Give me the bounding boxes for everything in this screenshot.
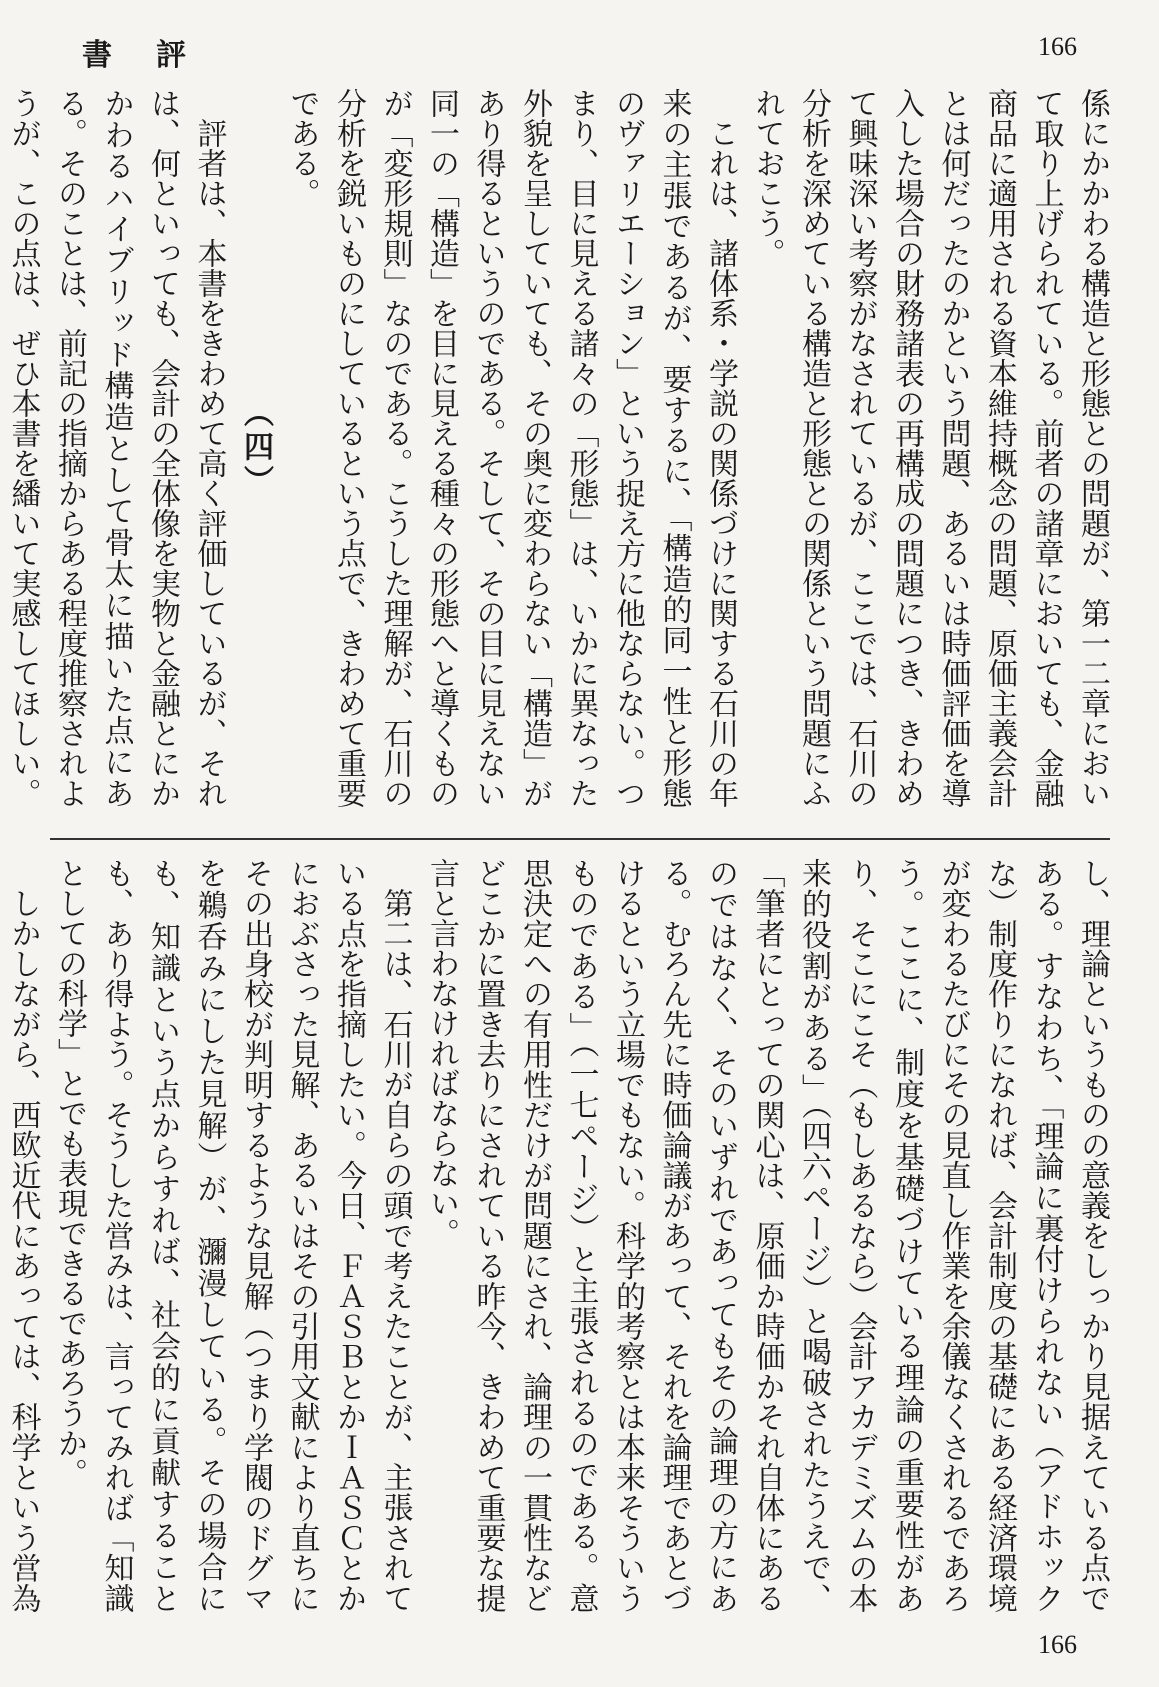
running-header-title: 書評 <box>82 38 230 73</box>
page-number-top: 166 <box>1038 32 1077 61</box>
paragraph: 第二は、石川が自らの頭で考えたことが、主張されている点を指摘したい。今日、ＦＡＳＢとかＩＡＳＣとかにおぶさった見解、あるいはその引用文献により直ちにその出身校が判明するような見解（つまり学閥のドグマを鵜呑みにした見解）が、瀰漫している。その場合にも、知識という点からすれば、社会的に貢献することも、あり得よう。そうした営みは、言ってみれば「知識としての科学」とでも表現できるであろうか。 <box>52 858 413 1613</box>
top-text-block <box>5 88 1115 809</box>
page-number-bottom: 166 <box>1038 1630 1077 1659</box>
paragraph: しかしながら、西欧近代にあっては、科学という営為 <box>5 888 41 1614</box>
paragraph: 評者は、本書をきわめて高く評価しているが、それは、何といっても、会計の全体像を実物と金融とにかかわるハイブリッド構造として骨太に描いた点にある。そのことは、前記の指摘からある程度推察されようが、この点は、ぜひ本書を繙いて実感してほしい。 <box>5 88 227 809</box>
bottom-text-block <box>5 858 1115 1614</box>
paragraph: し、理論というものの意義をしっかり見据えている点である。すなわち、「理論に裏付けられない（アドホックな）制度作りになれば、会計制度の基礎にある経済環境が変わるたびにその見直し作業を余儀なくされるであろう。ここに、制度を基礎づけている理論の重要性があり、そこにこそ（もしあるなら）会計アカデミズムの本来的役割がある」（四六ページ）と喝破されたうえで、「筆者にとっての関心は、原価か時価かそれ自体にあるのではなく、そのいずれであってもその論理の方にある。むろん先に時価論議があって、それを論理であとづけるという立場でもない。科学的考察とは本来そういうものである」（一七ページ）と主張されるのである。意思決定への有用性だけが問題にされ、論理の一貫性などどこかに置き去りにされている昨今、きわめて重要な提言と言わなければならない。 <box>424 858 1110 1614</box>
section-heading: （四） <box>238 397 273 499</box>
paragraph: これは、諸体系・学説の関係づけに関する石川の年来の主張であるが、要するに、「構造的同一性と形態のヴァリエーション」という捉え方に他ならない。つまり、目に見える諸々の「形態」は、いかに異なった外貌を呈していても、その奥に変わらない「構造」があり得るというのである。そして、その目に見えない同一の「構造」を目に見える種々の形態へと導くものが「変形規則」なのである。こうした理解が、石川の分析を鋭いものにしているという点で、きわめて重要である。 <box>284 88 738 808</box>
paragraph: 係にかかわる構造と形態との問題が、第一二章において取り上げられている。前者の諸章においても、金融商品に適用される資本維持概念の問題、原価主義会計とは何だったのかという問題、あるいは時価評価を導入した場合の財務諸表の再構成の問題につき、きわめて興味深い考察がなされているが、ここでは、石川の分析を深めている構造と形態との関係という問題にふれておこう。 <box>749 88 1110 808</box>
section-divider <box>50 838 1110 840</box>
